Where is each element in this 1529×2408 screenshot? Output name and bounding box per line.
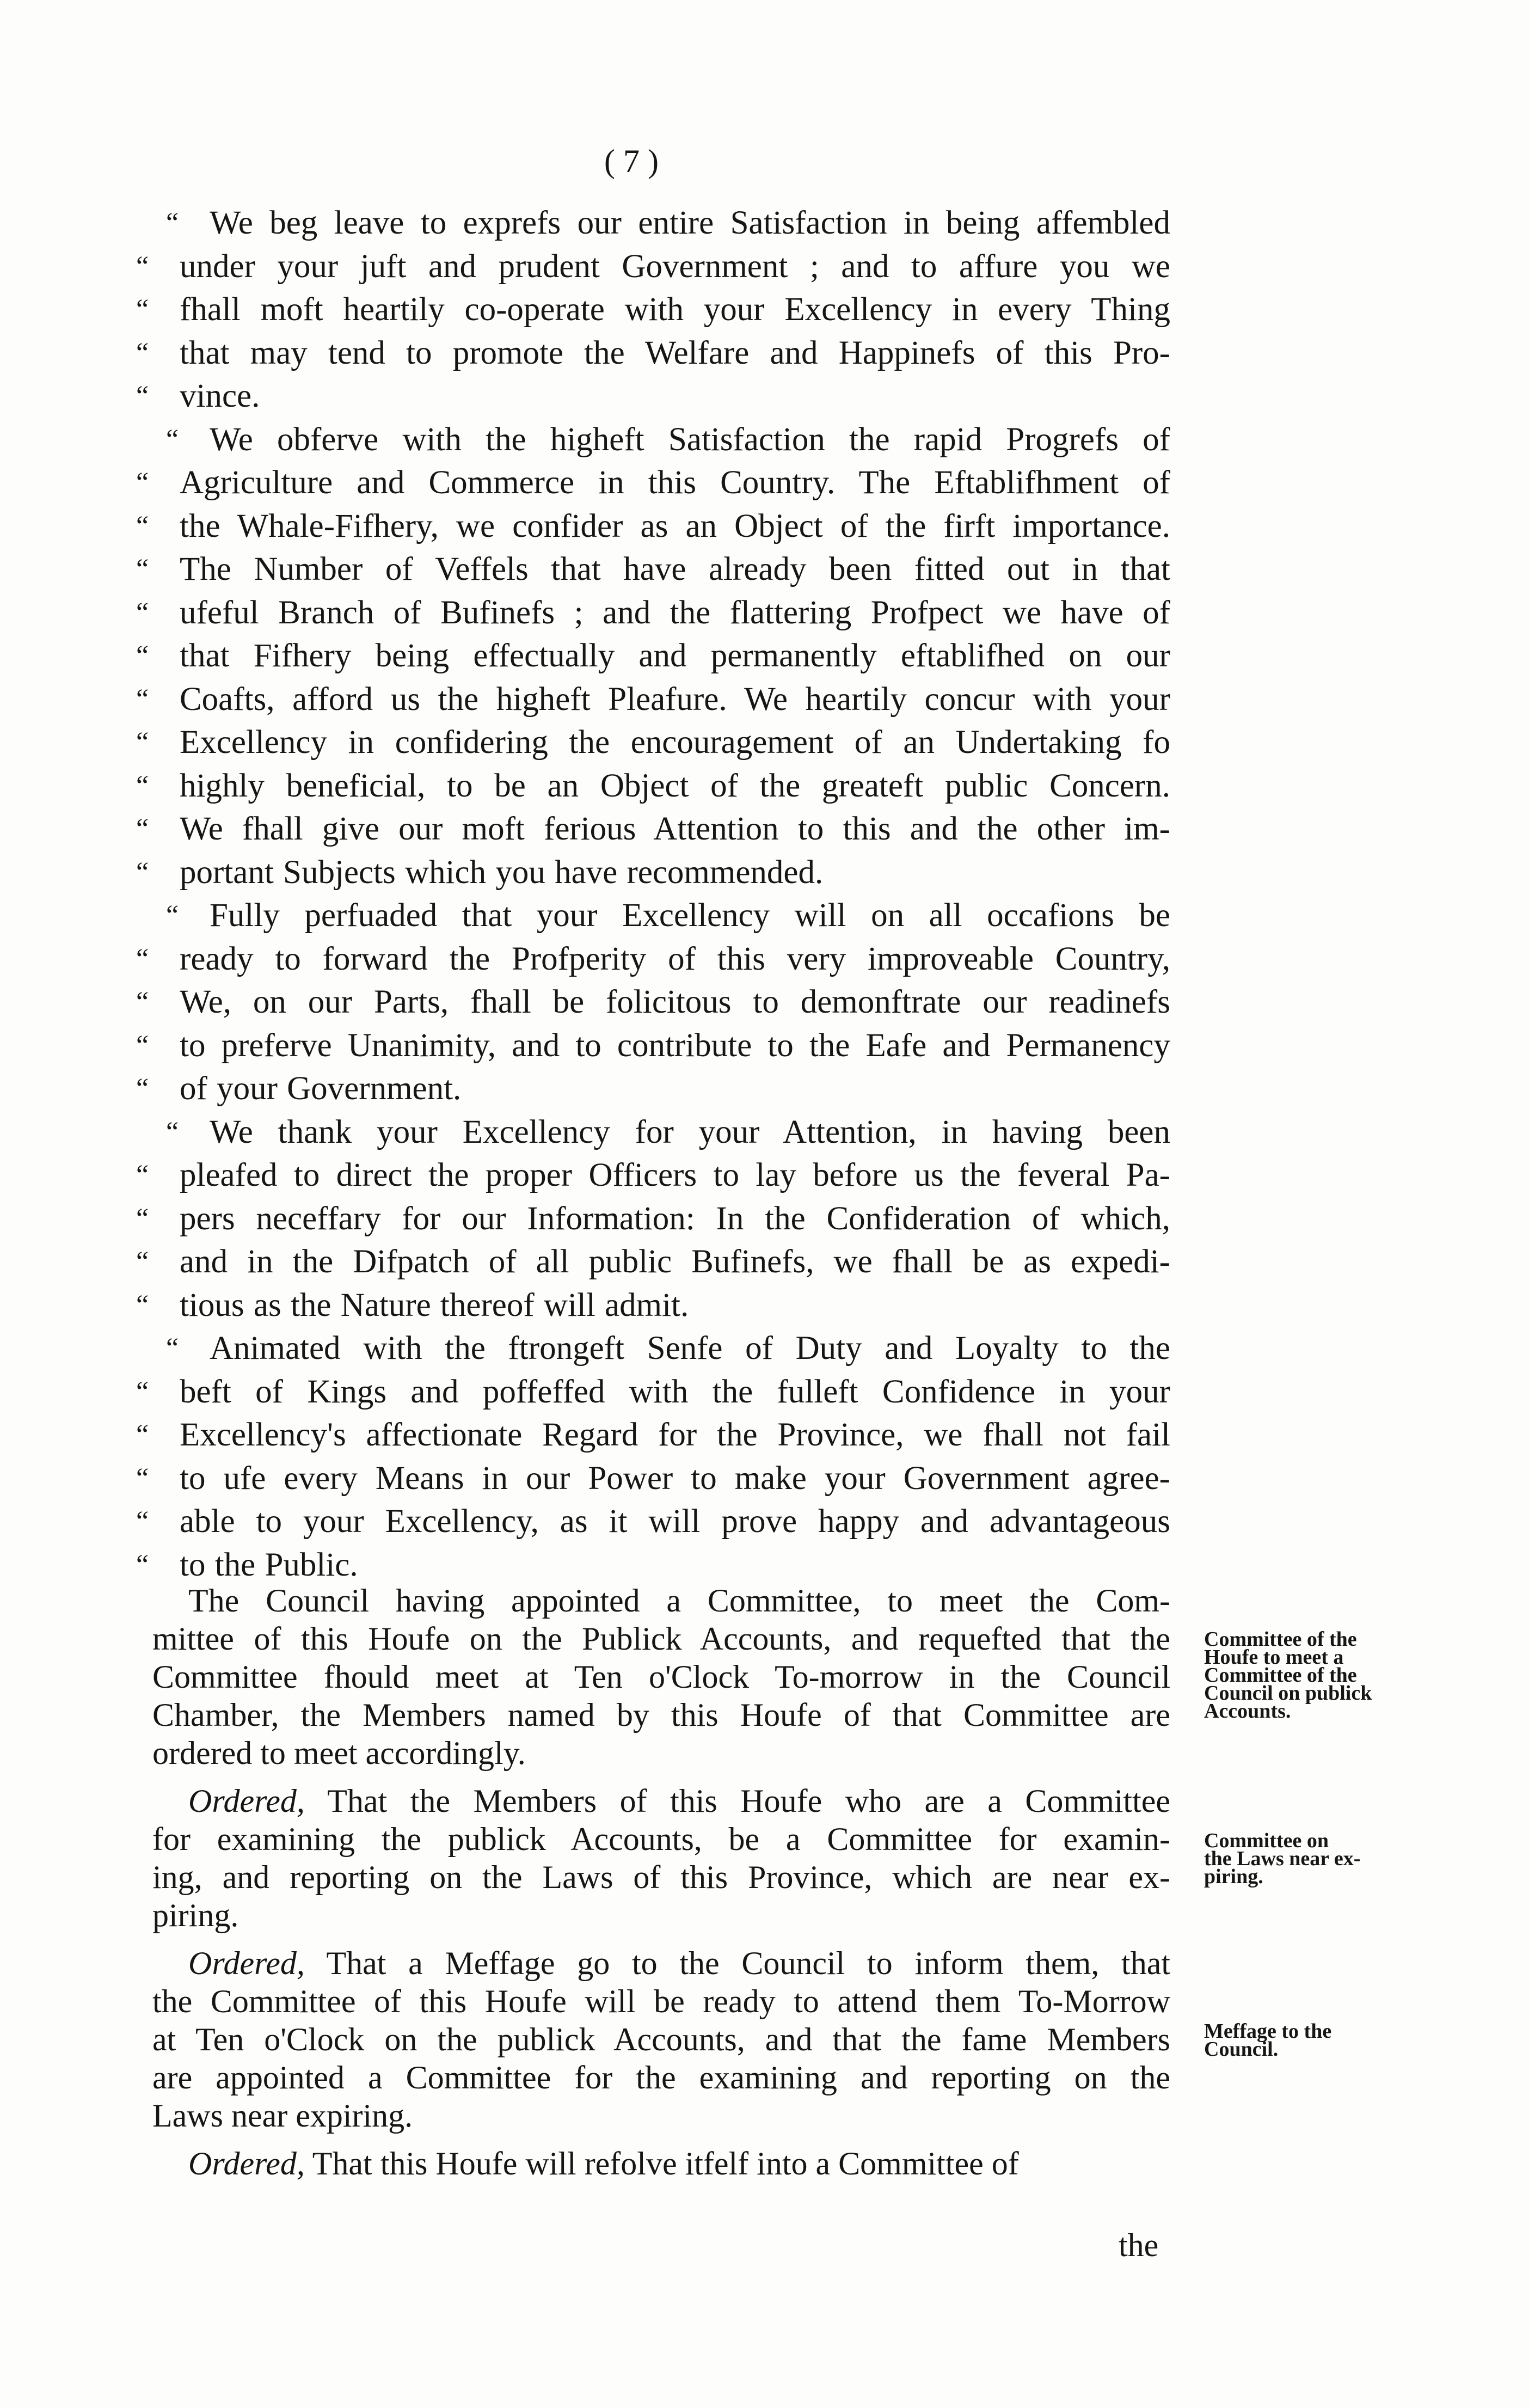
address-line-text: able to your Excellency, as it will prove happy and advantageous — [180, 1503, 1170, 1540]
quote-mark: “ — [166, 1333, 179, 1364]
journal-line — [152, 2097, 1170, 2135]
journal-line-text: the Committee of this Houfe will be ready to attend them To-Morrow — [152, 1983, 1170, 2019]
quote-mark: “ — [166, 207, 179, 238]
journal-paragraph — [152, 2144, 1170, 2183]
journal-line-text: ing, and reporting on the Laws of this Province, which are near ex- — [152, 1859, 1170, 1895]
ordered-label: Ordered, — [188, 2146, 305, 2182]
margin-note-line: Council on publick — [1204, 1682, 1372, 1705]
address-line-text: We fhall give our moft ferious Attention to this and the other im- — [180, 811, 1170, 847]
address-line — [136, 461, 1170, 505]
address-line — [136, 1284, 1170, 1327]
quote-mark: “ — [136, 987, 149, 1018]
margin-note-line: Houfe to meet a — [1204, 1646, 1344, 1669]
journal-line — [152, 1782, 1170, 1820]
quote-mark: “ — [136, 1506, 149, 1537]
quote-mark: “ — [136, 467, 149, 498]
journal-line-text: That this Houfe will refolve itfelf into a Committee of — [312, 2146, 1019, 2182]
address-line-text: to ufe every Means in our Power to make your Government agree- — [180, 1460, 1170, 1497]
address-column — [136, 201, 1170, 1586]
address-line — [136, 1067, 1170, 1111]
address-line — [136, 245, 1170, 289]
address-line-text: highly beneficial, to be an Object of the greateft public Concern. — [180, 767, 1170, 804]
quote-mark: “ — [136, 770, 149, 801]
journal-paragraph — [152, 1944, 1170, 2135]
journal-line-text: That the Members of this Houfe who are a Committee — [327, 1783, 1171, 1819]
address-line — [136, 332, 1170, 375]
quote-mark: “ — [136, 510, 149, 542]
quote-mark: “ — [136, 381, 149, 412]
address-line — [136, 807, 1170, 851]
quote-mark: “ — [136, 1203, 149, 1234]
journal-line — [152, 1982, 1170, 2020]
address-line — [136, 938, 1170, 981]
address-line — [136, 1370, 1170, 1414]
address-line — [136, 1240, 1170, 1284]
quote-mark: “ — [136, 1549, 149, 1580]
address-line — [136, 1154, 1170, 1197]
address-line-text: fhall moft heartily co-operate with your Excellency in every Thing — [180, 291, 1170, 328]
margin-note-line: Meffage to the — [1204, 2020, 1332, 2043]
journal-line-text: ordered to meet accordingly. — [152, 1735, 526, 1771]
address-line-text: The Number of Veffels that have already been fitted out in that — [180, 551, 1170, 587]
address-line-text: portant Subjects which you have recommended. — [180, 854, 824, 891]
journal-line — [152, 1820, 1170, 1858]
quote-mark: “ — [136, 1376, 149, 1407]
margin-note — [1204, 2020, 1465, 2061]
catchword: the — [1119, 2227, 1159, 2263]
quote-mark: “ — [136, 1462, 149, 1494]
address-line-text: beft of Kings and poffeffed with the fulleft Confidence in your — [180, 1373, 1170, 1410]
address-line-text: Agriculture and Commerce in this Country. The Eftablifhment of — [180, 464, 1170, 501]
journal-line — [152, 1858, 1170, 1896]
quote-mark: “ — [166, 900, 179, 931]
journal-line — [152, 1696, 1170, 1734]
journal-line-text: at Ten o'Clock on the publick Accounts, and that the fame Members — [152, 2021, 1170, 2057]
journal-paragraph — [152, 1582, 1170, 1772]
address-line-text: that may tend to promote the Welfare and Happinefs of this Pro- — [180, 334, 1170, 371]
ordered-label: Ordered, — [188, 1945, 305, 1981]
margin-note-line: Accounts. — [1204, 1700, 1291, 1723]
address-line-text: vince. — [180, 378, 260, 414]
journal-line — [152, 2058, 1170, 2097]
address-line-text: that Fifhery being effectually and permanently eftablifhed on our — [180, 638, 1170, 674]
quote-mark: “ — [136, 1160, 149, 1191]
margin-note-line: Committee of the — [1204, 1664, 1357, 1687]
quote-mark: “ — [136, 1419, 149, 1450]
journal-line-text: Committee fhould meet at Ten o'Clock To-morrow in the Council — [152, 1659, 1170, 1695]
margin-note-line: Committee on — [1204, 1829, 1329, 1852]
address-line — [136, 1543, 1170, 1587]
address-line-text: We obferve with the higheft Satisfaction the rapid Progrefs of — [210, 421, 1170, 458]
margin-note — [1204, 1829, 1465, 1888]
address-line — [136, 678, 1170, 721]
journal-line — [152, 1944, 1170, 1982]
address-line-text: Excellency's affectionate Regard for the Province, we fhall not fail — [180, 1417, 1170, 1453]
address-line — [136, 894, 1170, 938]
quote-mark: “ — [166, 424, 179, 455]
journal-line — [152, 1582, 1170, 1620]
journal-line-text: for examining the publick Accounts, be a Committee for examin- — [152, 1821, 1170, 1857]
quote-mark: “ — [136, 250, 149, 282]
address-line-text: Fully perfuaded that your Excellency will on all occafions be — [210, 897, 1170, 934]
journal-line-text: Laws near expiring. — [152, 2098, 413, 2134]
journal-line — [152, 2020, 1170, 2058]
address-line — [136, 1327, 1170, 1370]
address-line-text: We thank your Excellency for your Attention, in having been — [210, 1113, 1170, 1150]
address-line-text: to preferve Unanimity, and to contribute to the Eafe and Permanency — [180, 1027, 1170, 1064]
journal-line — [152, 1896, 1170, 1934]
margin-note-line: piring. — [1204, 1865, 1263, 1888]
address-line — [136, 201, 1170, 245]
address-line-text: Excellency in confidering the encouragement of an Undertaking fo — [180, 724, 1170, 761]
journal-line — [152, 1620, 1170, 1658]
margin-note-line: the Laws near ex- — [1204, 1847, 1361, 1870]
address-line-text: Coafts, afford us the higheft Pleafure. We heartily concur with your — [180, 681, 1170, 718]
quote-mark: “ — [136, 1073, 149, 1104]
address-line — [136, 548, 1170, 591]
address-line — [136, 1500, 1170, 1543]
quote-mark: “ — [136, 554, 149, 585]
journal-line-text: mittee of this Houfe on the Publick Accounts, and requefted that the — [152, 1621, 1170, 1657]
quote-mark: “ — [136, 294, 149, 325]
address-line-text: to the Public. — [180, 1546, 358, 1583]
margin-note-line: Council. — [1204, 2038, 1279, 2061]
quote-mark: “ — [166, 1116, 179, 1148]
address-line — [136, 1197, 1170, 1241]
address-line — [136, 1413, 1170, 1457]
quote-mark: “ — [136, 943, 149, 975]
address-line-text: ready to forward the Profperity of this very improveable Country, — [180, 940, 1170, 977]
address-line — [136, 288, 1170, 332]
address-line — [136, 981, 1170, 1024]
journal-line-text: The Council having appointed a Committee, to meet the Com- — [188, 1583, 1170, 1619]
address-line-text: and in the Difpatch of all public Bufinefs, we fhall be as expedi- — [180, 1243, 1170, 1280]
journal-column — [152, 1582, 1170, 2183]
quote-mark: “ — [136, 683, 149, 715]
quote-mark: “ — [136, 337, 149, 369]
address-line — [136, 591, 1170, 635]
address-line — [136, 851, 1170, 894]
journal-line — [152, 1658, 1170, 1696]
journal-line-text: are appointed a Committee for the examining and reporting on the — [152, 2060, 1170, 2095]
quote-mark: “ — [136, 1246, 149, 1277]
margin-note-line: Committee of the — [1204, 1628, 1357, 1651]
address-line — [136, 634, 1170, 678]
address-line-text: ufeful Branch of Bufinefs ; and the flattering Profpect we have of — [180, 594, 1170, 631]
quote-mark: “ — [136, 813, 149, 844]
ordered-label: Ordered, — [188, 1783, 305, 1819]
margin-note — [1204, 1628, 1465, 1723]
address-line-text: We, on our Parts, fhall be folicitous to demonftrate our readinefs — [180, 984, 1170, 1020]
quote-mark: “ — [136, 856, 149, 888]
journal-line — [152, 2144, 1170, 2183]
address-line — [136, 375, 1170, 418]
address-line-text: pers neceffary for our Information: In the Confideration of which, — [180, 1200, 1170, 1237]
address-line — [136, 1457, 1170, 1500]
quote-mark: “ — [136, 597, 149, 628]
address-line-text: the Whale-Fifhery, we confider as an Object of the firft importance. — [180, 507, 1170, 544]
journal-line-text: That a Meffage go to the Council to inform them, that — [326, 1945, 1171, 1981]
address-line-text: Animated with the ftrongeft Senfe of Duty and Loyalty to the — [210, 1330, 1170, 1367]
quote-mark: “ — [136, 727, 149, 758]
address-line-text: We beg leave to exprefs our entire Satisfaction in being affembled — [210, 205, 1170, 241]
journal-line-text: piring. — [152, 1897, 239, 1933]
address-line-text: of your Government. — [180, 1070, 462, 1107]
address-line — [136, 721, 1170, 764]
journal-line — [152, 1734, 1170, 1772]
address-line — [136, 764, 1170, 808]
quote-mark: “ — [136, 640, 149, 671]
address-line — [136, 505, 1170, 548]
journal-paragraph — [152, 1782, 1170, 1934]
address-line — [136, 1111, 1170, 1154]
page-number: ( 7 ) — [604, 143, 659, 179]
quote-mark: “ — [136, 1030, 149, 1061]
address-line-text: pleafed to direct the proper Officers to lay before us the feveral Pa- — [180, 1157, 1170, 1193]
address-line — [136, 418, 1170, 462]
journal-line-text: Chamber, the Members named by this Houfe of that Committee are — [152, 1697, 1170, 1733]
quote-mark: “ — [136, 1289, 149, 1321]
address-line-text: under your juft and prudent Government ; and to affure you we — [180, 248, 1170, 285]
address-line-text: tious as the Nature thereof will admit. — [180, 1286, 689, 1324]
address-line — [136, 1024, 1170, 1068]
